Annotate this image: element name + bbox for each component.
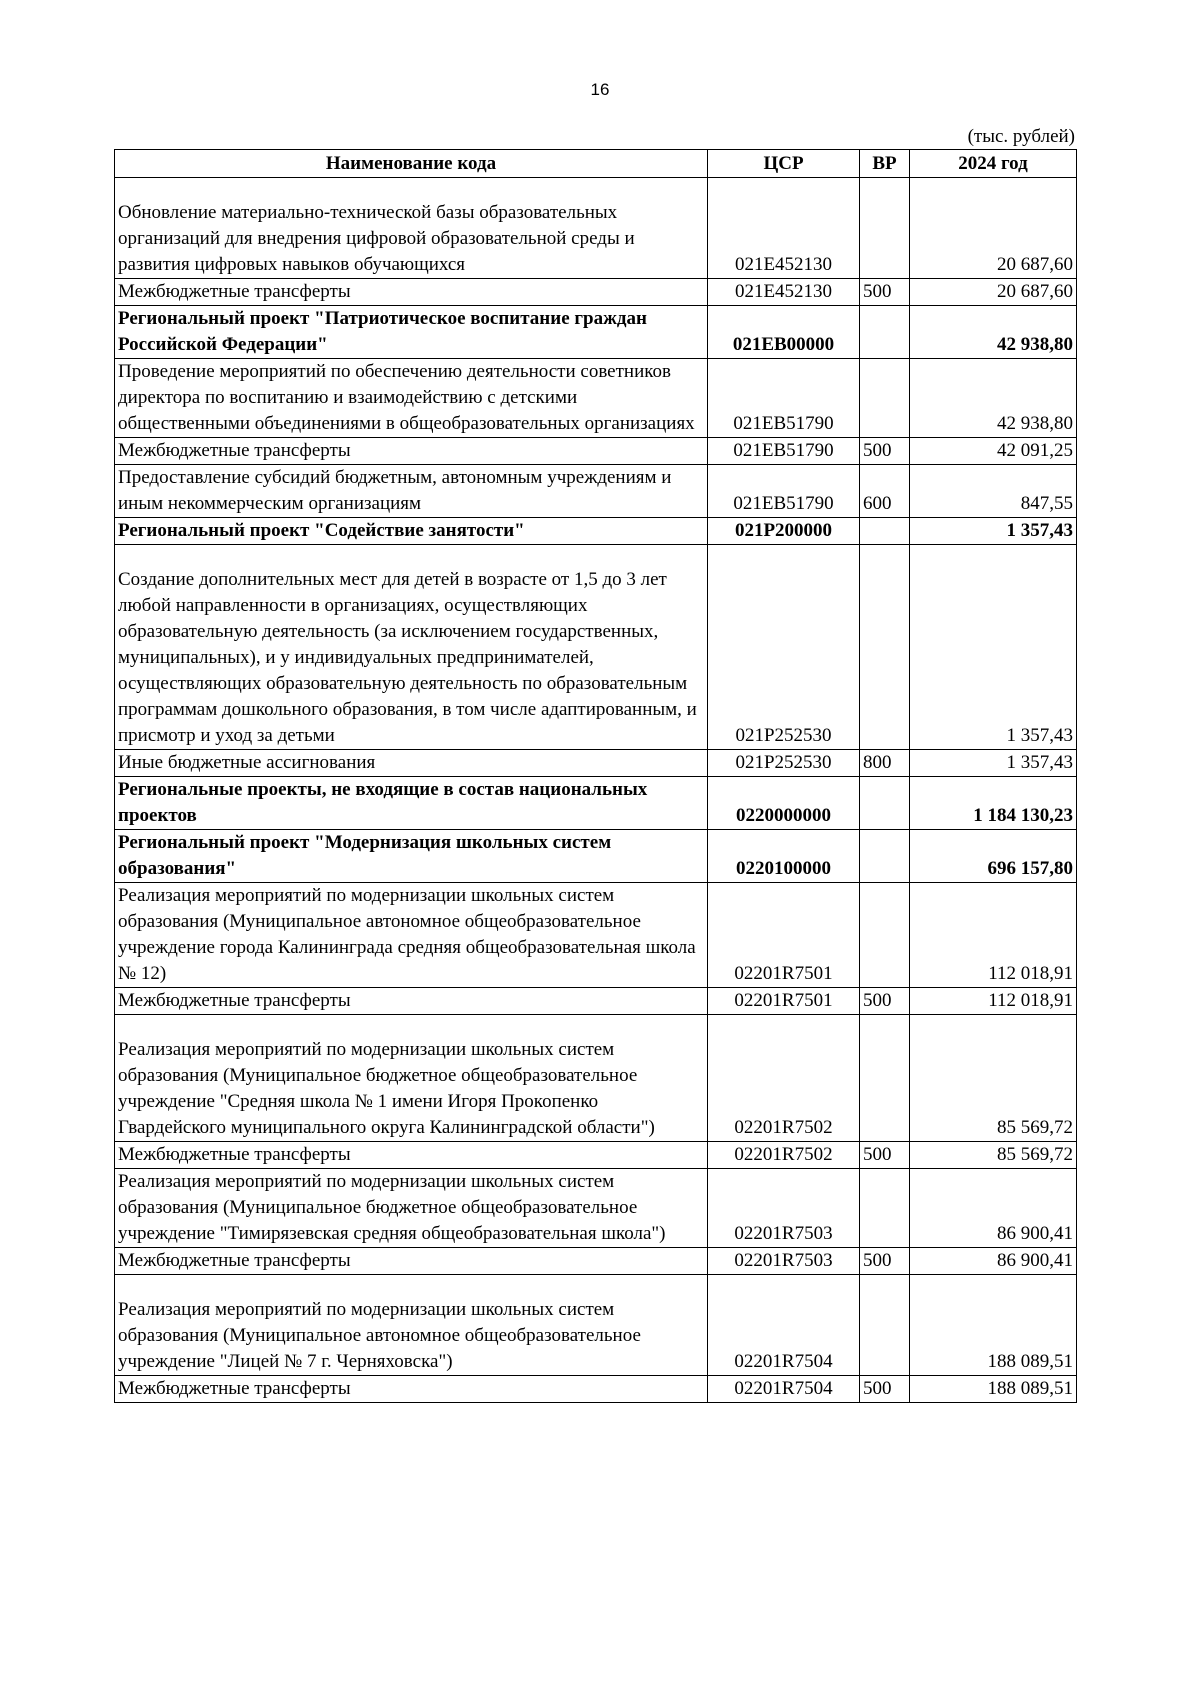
row-csr: 021P200000: [708, 518, 860, 545]
row-name: Межбюджетные трансферты: [115, 1376, 708, 1403]
table-row: [115, 750, 1077, 777]
table-row: [115, 438, 1077, 465]
row-sum: 86 900,41: [910, 1169, 1077, 1248]
row-vr: [860, 1015, 910, 1142]
row-vr: [860, 1169, 910, 1248]
table-row: [115, 777, 1077, 830]
row-csr: 021P252530: [708, 750, 860, 777]
row-sum: 42 938,80: [910, 306, 1077, 359]
table-header-row: [115, 150, 1077, 178]
row-sum: 847,55: [910, 465, 1077, 518]
table-row: [115, 1376, 1077, 1403]
budget-table: [114, 149, 1077, 1403]
row-csr: 021P252530: [708, 545, 860, 750]
row-name: Региональные проекты, не входящие в состав национальных проектов: [115, 777, 708, 830]
table-row: [115, 1275, 1077, 1376]
table-row: [115, 178, 1077, 279]
header-name: Наименование кода: [115, 150, 708, 178]
row-vr: [860, 830, 910, 883]
table-row: [115, 883, 1077, 988]
row-name: Реализация мероприятий по модернизации школьных систем образования (Муниципальное бюджетное общеобразовательное учреждение "Тимирязевская средняя общеобразовательная школа"): [115, 1169, 708, 1248]
row-sum: 86 900,41: [910, 1248, 1077, 1275]
row-vr: [860, 178, 910, 279]
row-vr: 800: [860, 750, 910, 777]
row-name: Межбюджетные трансферты: [115, 1142, 708, 1169]
row-vr: [860, 306, 910, 359]
row-name: Проведение мероприятий по обеспечению деятельности советников директора по воспитанию и взаимодействию с детскими общественными объединениями в общеобразовательных организациях: [115, 359, 708, 438]
row-name: Межбюджетные трансферты: [115, 988, 708, 1015]
header-vr: ВР: [860, 150, 910, 178]
row-name: Реализация мероприятий по модернизации школьных систем образования (Муниципальное бюджетное общеобразовательное учреждение "Средняя школа № 1 имени Игоря Прокопенко Гвардейского муниципального округа Калининградской области"): [115, 1015, 708, 1142]
row-vr: [860, 883, 910, 988]
row-vr: [860, 359, 910, 438]
row-sum: 85 569,72: [910, 1142, 1077, 1169]
header-year: 2024 год: [910, 150, 1077, 178]
table-row: [115, 1142, 1077, 1169]
header-csr: ЦСР: [708, 150, 860, 178]
row-name: Межбюджетные трансферты: [115, 1248, 708, 1275]
row-name: Межбюджетные трансферты: [115, 438, 708, 465]
row-name: Региональный проект "Содействие занятости": [115, 518, 708, 545]
row-csr: 021EB51790: [708, 359, 860, 438]
row-csr: 021EB51790: [708, 438, 860, 465]
row-vr: [860, 545, 910, 750]
row-vr: [860, 518, 910, 545]
table-row: [115, 988, 1077, 1015]
row-name: Реализация мероприятий по модернизации школьных систем образования (Муниципальное автономное общеобразовательное учреждение "Лицей № 7 г. Черняховска"): [115, 1275, 708, 1376]
units-note: (тыс. рублей): [967, 126, 1075, 147]
row-name: Региональный проект "Модернизация школьных систем образования": [115, 830, 708, 883]
row-csr: 02201R7502: [708, 1015, 860, 1142]
table-row: [115, 279, 1077, 306]
row-csr: 021EB00000: [708, 306, 860, 359]
row-csr: 021EB51790: [708, 465, 860, 518]
row-name: Обновление материально-технической базы образовательных организаций для внедрения цифровой образовательной среды и развития цифровых навыков обучающихся: [115, 178, 708, 279]
row-csr: 02201R7503: [708, 1169, 860, 1248]
table-row: [115, 359, 1077, 438]
row-sum: 1 184 130,23: [910, 777, 1077, 830]
row-vr: 500: [860, 1142, 910, 1169]
row-sum: 1 357,43: [910, 750, 1077, 777]
row-vr: 500: [860, 1376, 910, 1403]
row-sum: 1 357,43: [910, 545, 1077, 750]
table-row: [115, 465, 1077, 518]
table-row: [115, 518, 1077, 545]
row-name: Создание дополнительных мест для детей в возрасте от 1,5 до 3 лет любой направленности в организациях, осуществляющих образовательную деятельность (за исключением государственных, муниципальных), и у индивидуальных предпринимателей, осуществляющих образовательную деятельность по образовательным программам дошкольного образования, в том числе адаптированным, и присмотр и уход за детьми: [115, 545, 708, 750]
table-row: [115, 1015, 1077, 1142]
row-vr: [860, 1275, 910, 1376]
table-row: [115, 1248, 1077, 1275]
row-sum: 112 018,91: [910, 883, 1077, 988]
row-vr: 500: [860, 1248, 910, 1275]
row-vr: 500: [860, 279, 910, 306]
row-sum: 188 089,51: [910, 1275, 1077, 1376]
row-vr: 500: [860, 438, 910, 465]
table-row: [115, 1169, 1077, 1248]
table-row: [115, 545, 1077, 750]
row-vr: 600: [860, 465, 910, 518]
row-csr: 02201R7504: [708, 1275, 860, 1376]
row-name: Межбюджетные трансферты: [115, 279, 708, 306]
page-number: 16: [590, 80, 610, 99]
row-csr: 0220000000: [708, 777, 860, 830]
row-csr: 02201R7501: [708, 988, 860, 1015]
row-csr: 0220100000: [708, 830, 860, 883]
table-row: [115, 830, 1077, 883]
row-sum: 1 357,43: [910, 518, 1077, 545]
row-sum: 188 089,51: [910, 1376, 1077, 1403]
row-sum: 112 018,91: [910, 988, 1077, 1015]
row-csr: 02201R7502: [708, 1142, 860, 1169]
row-name: Реализация мероприятий по модернизации школьных систем образования (Муниципальное автономное общеобразовательное учреждение города Калининграда средняя общеобразовательная школа № 12): [115, 883, 708, 988]
row-csr: 021E452130: [708, 279, 860, 306]
row-vr: [860, 777, 910, 830]
row-csr: 021E452130: [708, 178, 860, 279]
row-sum: 42 091,25: [910, 438, 1077, 465]
row-name: Региональный проект "Патриотическое воспитание граждан Российской Федерации": [115, 306, 708, 359]
row-csr: 02201R7501: [708, 883, 860, 988]
row-sum: 696 157,80: [910, 830, 1077, 883]
row-sum: 20 687,60: [910, 178, 1077, 279]
row-name: Иные бюджетные ассигнования: [115, 750, 708, 777]
row-name: Предоставление субсидий бюджетным, автономным учреждениям и иным некоммерческим организациям: [115, 465, 708, 518]
row-vr: 500: [860, 988, 910, 1015]
row-csr: 02201R7503: [708, 1248, 860, 1275]
row-csr: 02201R7504: [708, 1376, 860, 1403]
table-row: [115, 306, 1077, 359]
row-sum: 42 938,80: [910, 359, 1077, 438]
row-sum: 20 687,60: [910, 279, 1077, 306]
row-sum: 85 569,72: [910, 1015, 1077, 1142]
